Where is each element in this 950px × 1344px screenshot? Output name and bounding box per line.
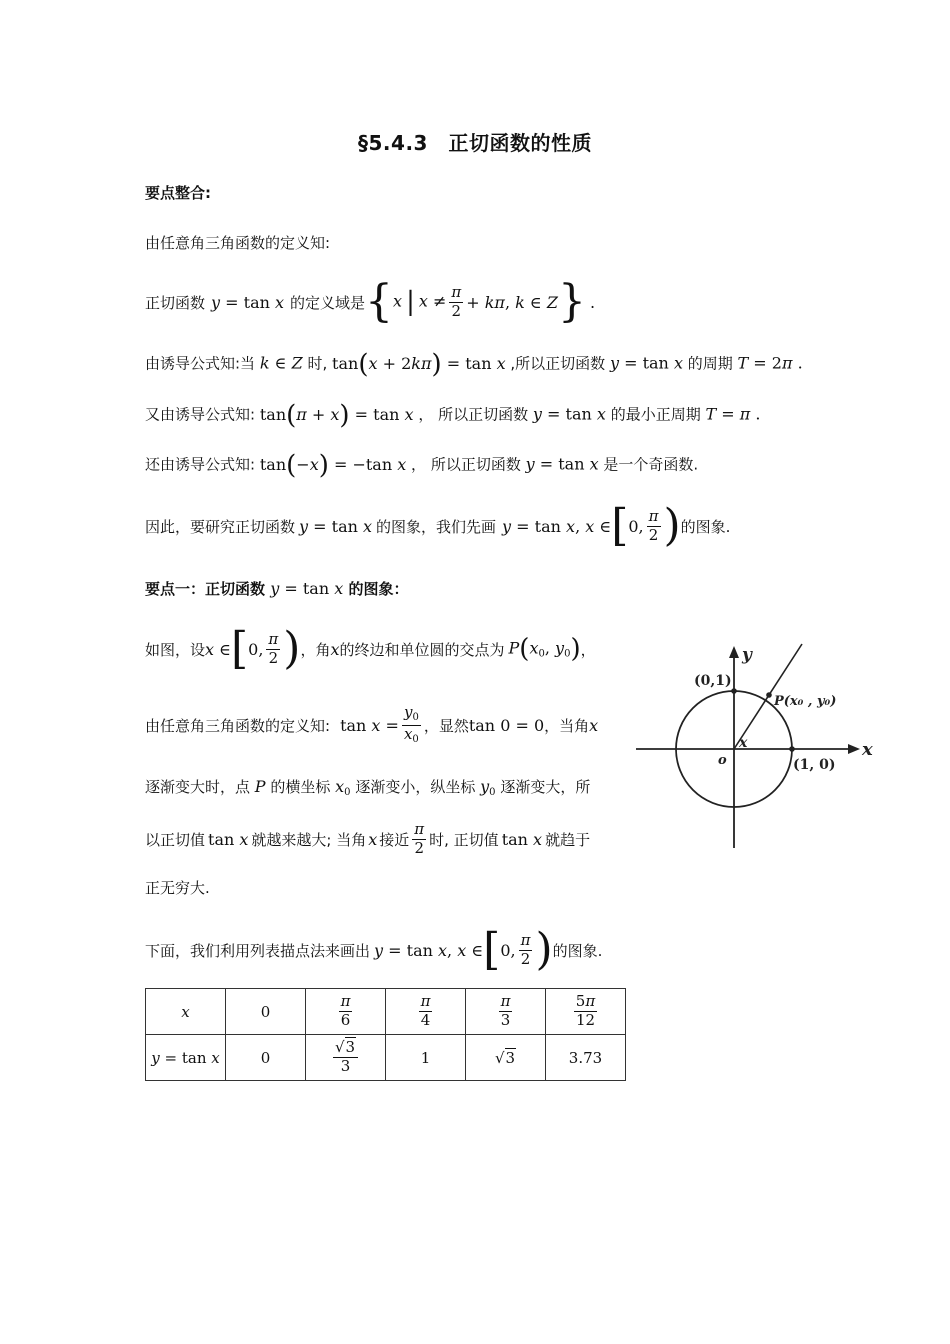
therefore-line: 因此，要研究正切函数 y = tan x 的图象，我们先画 y = tan x, x ∈ [ 0, $\frac{\pi}{2}$ ) 的图象. [145, 500, 731, 551]
k-in-z: k ∈ Z [259, 353, 303, 373]
point-p [766, 692, 772, 698]
figure-line: 如图，设 x ∈ [ 0, $\frac{\pi}{2}$ ) ，角 x 的终边和单位圆的交点为 $P(x_0$, $y_0$) ， [145, 623, 596, 674]
table-cell: $\frac{\pi}{6}$ [306, 989, 386, 1035]
domain-text: 正切函数 [145, 293, 206, 312]
x-axis-label: x [862, 739, 873, 760]
domain-line: 正切函数 y = tan x 的定义域是 { x | x ≠ $\frac{\pi}{2}$ + kπ, k ∈ Z } . [145, 276, 596, 327]
table-row-x [146, 989, 626, 1035]
table-cell: √3 [466, 1035, 546, 1081]
period1-d: 的周期 [687, 354, 733, 373]
table-cell: 1 [386, 1035, 466, 1081]
point-p-coords: $P(x_0$, $y_0$) [508, 634, 581, 664]
table-cell: 0 [226, 1035, 306, 1081]
formula-y-tanx-2: y = tan x [609, 353, 683, 373]
period1-b: 时, [307, 354, 328, 373]
table-cell: $\frac{√3}{3}$ [306, 1035, 386, 1081]
odd-b: 所以正切函数 [430, 455, 521, 474]
label-0-1: (0,1) [694, 673, 732, 689]
y-axis-arrow-icon [729, 646, 739, 658]
point1-heading: 要点一：正切函数 y = tan x 的图象： [145, 579, 409, 598]
period-pi: T = π . [705, 404, 761, 424]
intro-line: 由任意角三角函数的定义知: [145, 234, 331, 252]
explain-line-3: 逐渐变大时，点 P 的横坐标 $x_0$ 逐渐变小，纵坐标 $y_0$ 逐渐变大，所 [145, 777, 591, 798]
frac-pi-2-b: $\frac{\pi}{2}$ [648, 506, 659, 544]
origin-label: o [718, 753, 727, 768]
angle-label: x [739, 735, 748, 751]
period1-a: 由诱导公式知:当 [145, 354, 256, 373]
point-0-1 [731, 688, 737, 694]
odd-c: 是一个奇函数. [603, 455, 699, 474]
page-title: §5.4.3 正切函数的性质 [358, 131, 592, 155]
table-header-y: y = tan x [146, 1035, 226, 1081]
definition-line: 由任意角三角函数的定义知: tan x = $\frac{y_0}{x_0}$ ，显然 tan 0 = 0 ，当角 x [145, 703, 599, 745]
odd-a: 还由诱导公式知: [145, 455, 256, 474]
period-2pi: T = 2π . [737, 353, 803, 373]
point-1-0 [789, 746, 795, 752]
period2-a: 又由诱导公式知: [145, 405, 256, 424]
label-1-0: (1, 0) [793, 757, 836, 773]
formula-y-tanx-3: y = tan x [532, 404, 606, 424]
brace-open: { [365, 276, 394, 327]
set-builder: x | x ≠ [393, 287, 447, 317]
odd-function-line: 还由诱导公式知: tan(−x) = −tan x ， 所以正切函数 y = tan x 是一个奇函数. [145, 450, 699, 480]
x-axis-arrow-icon [848, 744, 860, 754]
table-intro-line: 下面，我们利用列表描点法来画出 y = tan x, x ∈ [ 0, $\frac{\pi}{2}$ ) 的图象. [145, 924, 603, 975]
formula-y-tanx-4: y = tan x [525, 454, 599, 474]
key-points-heading: 要点整合: [145, 184, 211, 202]
formula-y-tanx: y = tan x [211, 292, 285, 312]
tan-shift-2kpi: tan(x + 2kπ) = tan x [332, 349, 506, 379]
table-cell: $\frac{5\pi}{12}$ [546, 989, 626, 1035]
value-table [145, 988, 626, 1081]
period-line-1 [145, 351, 803, 377]
frac-pi-2: $\frac{\pi}{2}$ [451, 282, 462, 320]
tan-neg-x: tan(−x) = −tan x [259, 450, 407, 480]
therefore-a: 因此，要研究正切函数 [145, 517, 296, 536]
period2-c: 的最小正周期 [610, 405, 701, 424]
period2-b: 所以正切函数 [438, 405, 529, 424]
period-line-2: 又由诱导公式知: tan(π + x) = tan x ， 所以正切函数 y = tan x 的最小正周期 T = π . [145, 400, 761, 430]
unit-circle-diagram [636, 640, 882, 850]
explain-line-5: 正无穷大. [145, 879, 210, 897]
set-builder-tail: + kπ, k ∈ Z [466, 292, 558, 312]
frac-y0-x0: $\frac{y_0}{x_0}$ [403, 703, 419, 745]
p-label: P(x₀ , y₀) [774, 694, 837, 709]
table-cell: 0 [226, 989, 306, 1035]
interval-formula: y = tan x, x ∈ [502, 516, 612, 536]
table-row-y [146, 1035, 626, 1081]
table-cell: 3.73 [546, 1035, 626, 1081]
table-cell: $\frac{\pi}{4}$ [386, 989, 466, 1035]
brace-close: } [557, 276, 586, 327]
table-cell: $\frac{\pi}{3}$ [466, 989, 546, 1035]
y-axis-label: y [742, 645, 752, 665]
tan-pi-plus-x: tan(π + x) = tan x [259, 400, 414, 430]
therefore-c: 的图象. [680, 517, 731, 536]
period1-c: ,所以正切函数 [510, 354, 606, 373]
therefore-b: 的图象，我们先画 [376, 517, 497, 536]
table-header-x: x [146, 989, 226, 1035]
explain-line-4: 以正切值 tan x 就越来越大; 当角 x 接近 $\frac{\pi}{2}$ 时, 正切值 tan x 就趋于 [145, 819, 591, 857]
domain-tail: 的定义域是 [290, 293, 366, 312]
